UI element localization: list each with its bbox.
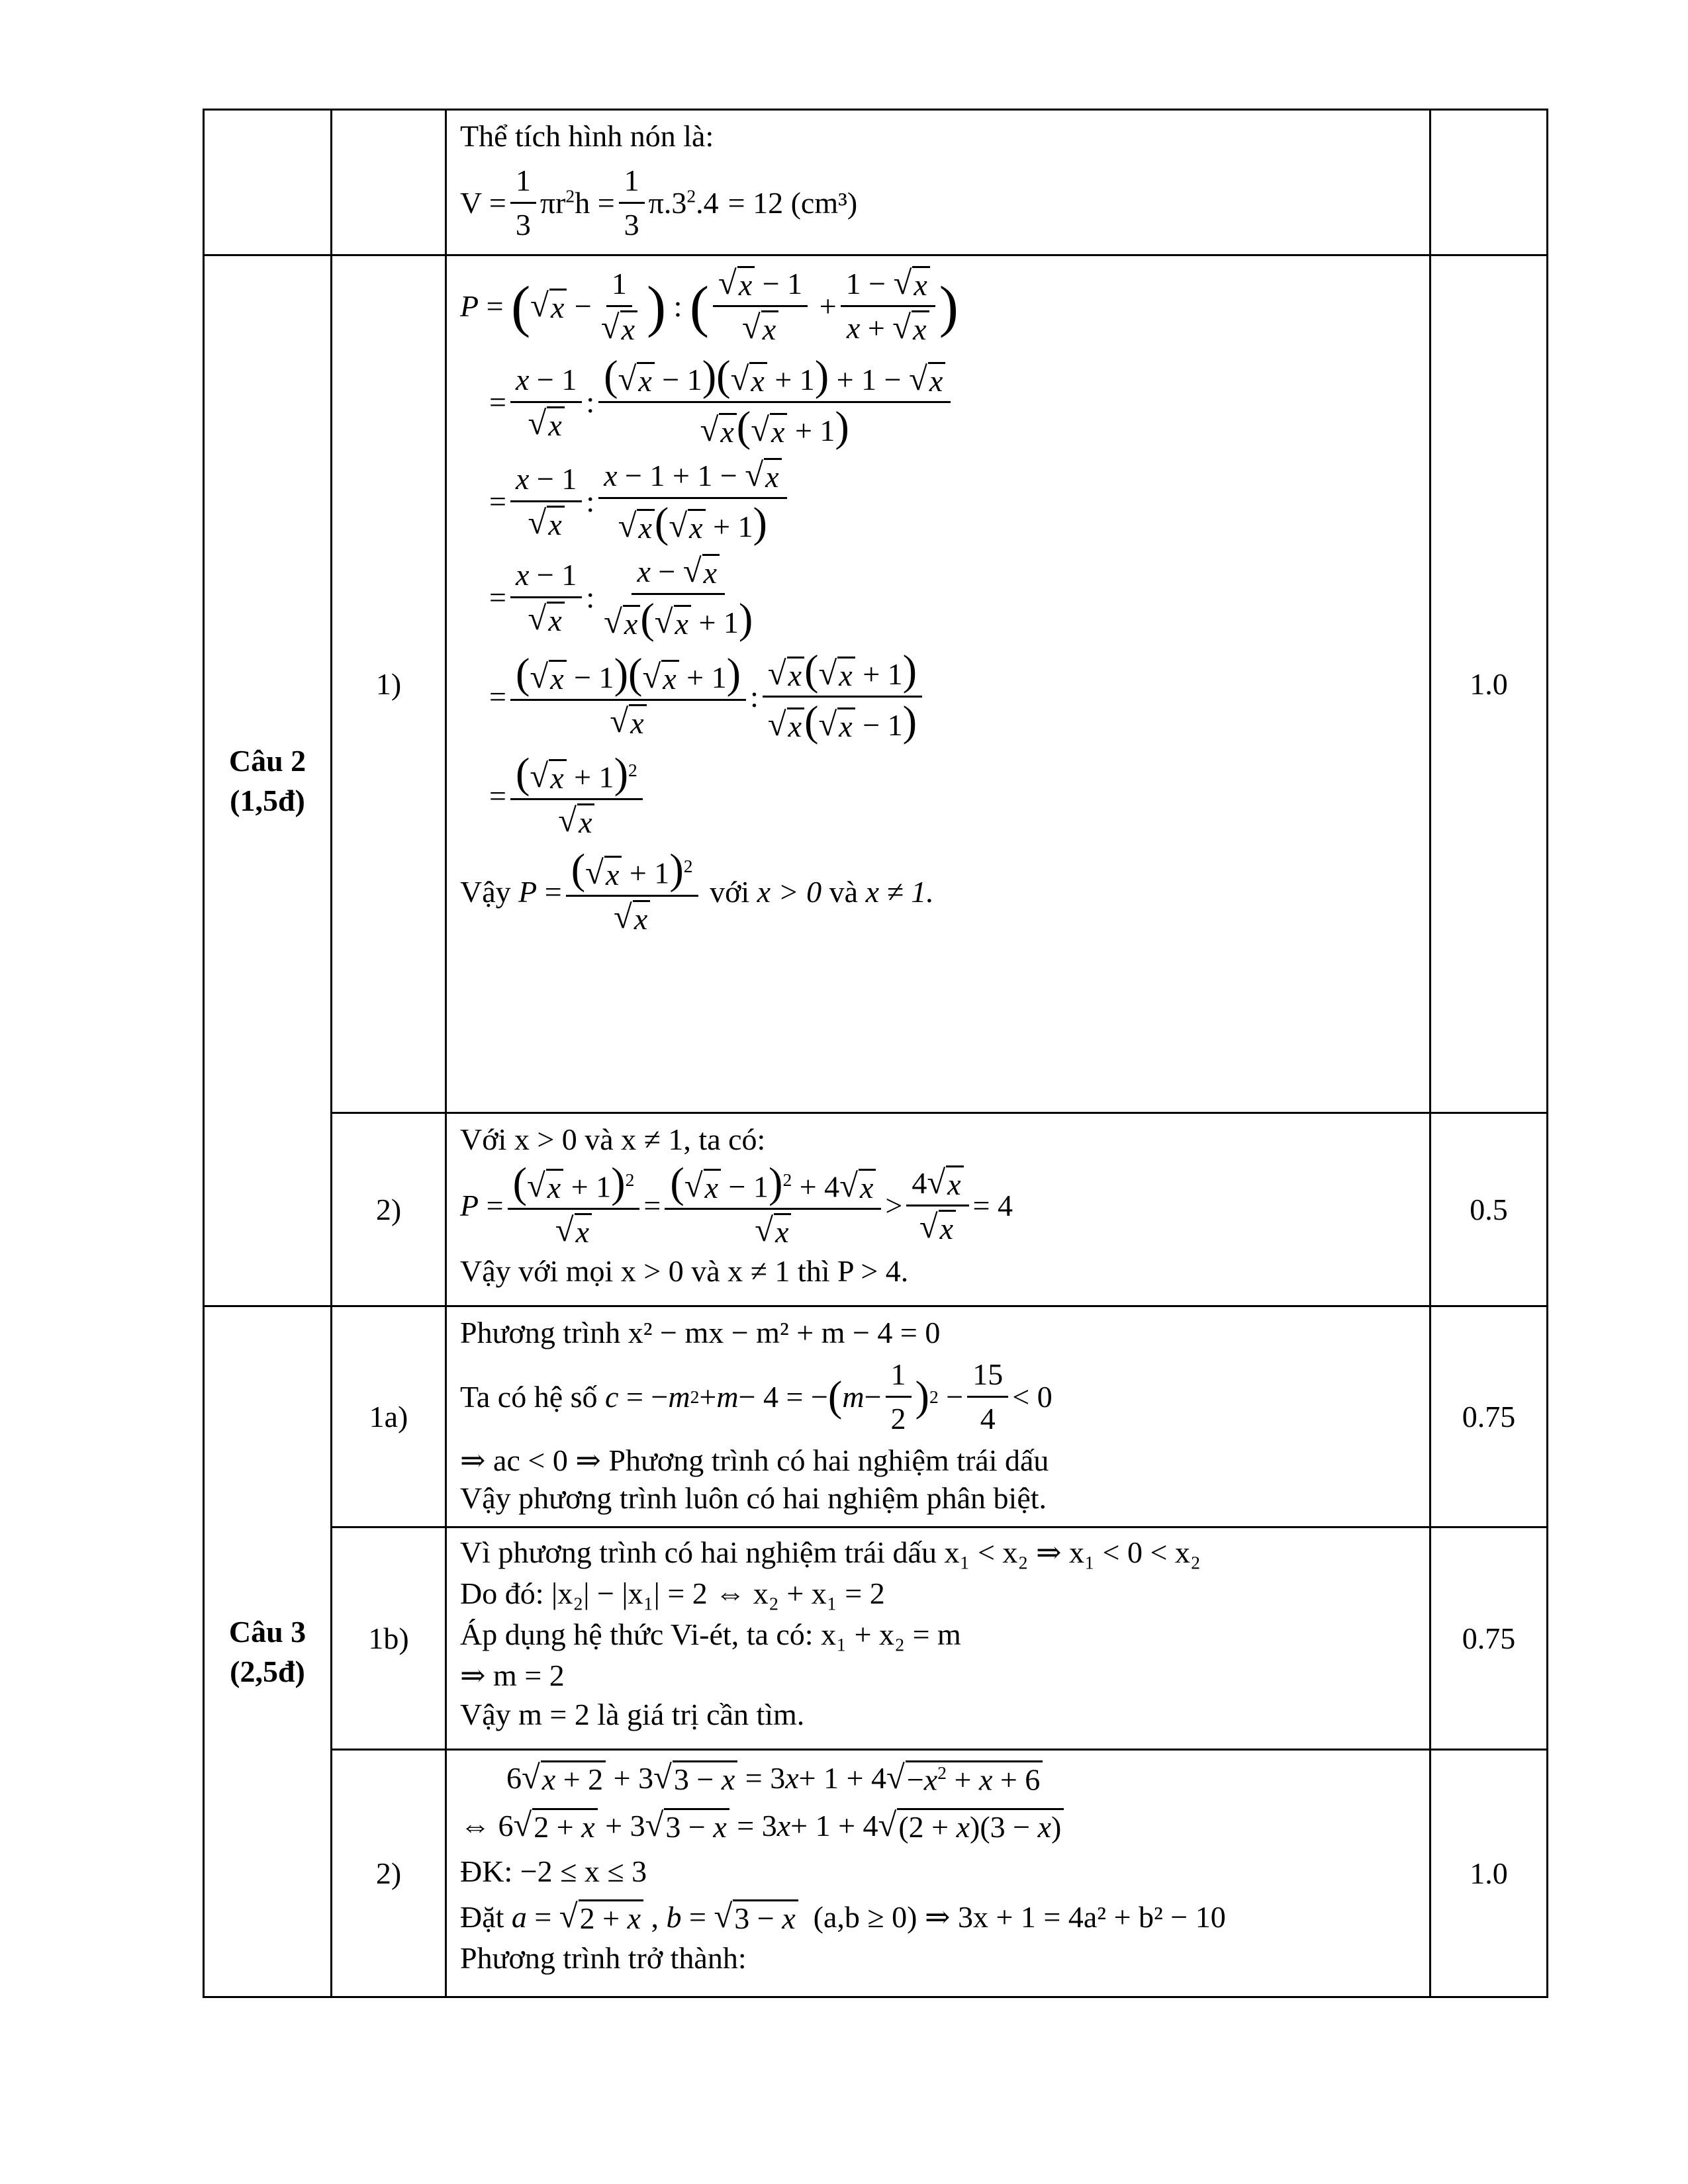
solution-cell bbox=[446, 1750, 1430, 1997]
p2-intro: Với x > 0 và x ≠ 1, ta có: bbox=[460, 1122, 766, 1156]
line-1: Vì phương trình có hai nghiệm trái dấu x₁ < x₂ ⇒ x₁ < 0 < x₂ bbox=[460, 1535, 1201, 1569]
equation-1: 6 √ x + 2 + 3 √ 3 − x = 3 x + 1 + 4 √ $-x^2 + x + 6$ bbox=[460, 1754, 1413, 1802]
line-5: Vậy m = 2 là giá trị cần tìm. bbox=[460, 1698, 805, 1731]
part-cell bbox=[332, 110, 446, 255]
score: 0.75 bbox=[1430, 1306, 1548, 1527]
condition-1: x > 0 bbox=[757, 875, 822, 909]
solution-cell bbox=[446, 110, 1430, 255]
table-row bbox=[204, 1306, 1548, 1527]
question-label: Câu 2 bbox=[228, 743, 306, 778]
question-points: (2,5đ) bbox=[230, 1654, 305, 1688]
solution-cell bbox=[446, 255, 1430, 1113]
cone-volume-label: Thể tích hình nón là: bbox=[460, 119, 714, 153]
part-label: 1) bbox=[332, 255, 446, 1113]
score: 1.0 bbox=[1430, 255, 1548, 1113]
p-definition: P = ( √ x − 1 √ x ) : ( √ x − 1 √ x + 1 − √ x x + √ x ) bbox=[460, 264, 959, 346]
step-3: = x − 1 √ x : x − √ x √ x ( √ x + 1) bbox=[489, 552, 753, 642]
part-label: 2) bbox=[332, 1113, 446, 1306]
score: 0.5 bbox=[1430, 1113, 1548, 1306]
table-row bbox=[204, 255, 1548, 1113]
cone-volume-formula: V = $\frac{1}{3}$ $\pi r^2h$ = $\frac{1}{3}$ $\pi.3^2.4$ = 12 (cm³) bbox=[460, 163, 858, 242]
solution-cell bbox=[446, 1306, 1430, 1527]
step-5: = ( √ x + 1)$^2$ √ x bbox=[460, 748, 1413, 844]
question-cell bbox=[204, 255, 332, 1306]
solution-cell bbox=[446, 1527, 1430, 1750]
line-4: ⇒ m = 2 bbox=[460, 1659, 565, 1692]
part-label: 1a) bbox=[332, 1306, 446, 1527]
part-label: 1b) bbox=[332, 1527, 446, 1750]
p2-inequality: P = ( √ x + 1)$^2$ √ x = ( √ x − 1)$^2$ + 4 √ x √ x > 4 √ x √ x = 4 bbox=[460, 1159, 1013, 1250]
p-conclusion: Vậy P = ( √ x + 1)$^2$ √ x với x > 0 và x ≠ 1. bbox=[460, 845, 934, 936]
solution-cell bbox=[446, 1113, 1430, 1306]
equation-2: ⇔ 6 √ 2 + x + 3 √ 3 − x = 3 x + 1 + 4 √ (2 + x)(3 − x) bbox=[460, 1802, 1413, 1850]
step-4: = ( √ x − 1)( √ x + 1) √ x : √ x ( √ x + 1) √ x ( √ x − 1) bbox=[460, 645, 1413, 748]
question-cell bbox=[204, 1306, 332, 1997]
score: 1.0 bbox=[1430, 1750, 1548, 1997]
table-row bbox=[204, 1527, 1548, 1750]
domain-condition: ĐK: −2 ≤ x ≤ 3 bbox=[460, 1854, 647, 1888]
line-2: Do đó: |x₂| − |x₁| = 2 ⇔ x₂ + x₁ = 2 bbox=[460, 1576, 885, 1610]
with-word: với bbox=[710, 875, 750, 909]
question-cell bbox=[204, 110, 332, 255]
table-row bbox=[204, 1113, 1548, 1306]
implies-line: ⇒ ac < 0 ⇒ Phương trình có hai nghiệm trái dấu bbox=[460, 1443, 1049, 1477]
table-row bbox=[204, 1750, 1548, 1997]
table-row bbox=[204, 110, 1548, 255]
score-cell bbox=[1430, 110, 1548, 255]
step-2: = x − 1 √ x : x − 1 + 1 − √ x √ x ( √ x + 1) bbox=[460, 453, 1413, 549]
condition-2: x ≠ 1. bbox=[865, 875, 934, 909]
coefficient-line: Ta có hệ số c = − m 2 + m − 4 = − ( m − $\frac{1}{2}$ ) 2 − $\frac{15}{4}$ < 0 bbox=[460, 1357, 1053, 1435]
conclusion-prefix: Vậy bbox=[460, 875, 511, 909]
substitution-tail: (a,b ≥ 0) ⇒ 3x + 1 = 4a² + b² − 10 bbox=[813, 1900, 1226, 1934]
score: 0.75 bbox=[1430, 1527, 1548, 1750]
p2-conclusion: Vậy với mọi x > 0 và x ≠ 1 thì P > 4. bbox=[460, 1254, 909, 1289]
coefficient-prefix: Ta có hệ số bbox=[460, 1380, 598, 1414]
cone-volume-result: = 12 (cm³) bbox=[727, 186, 858, 220]
answer-table bbox=[203, 109, 1548, 1998]
part-label: 2) bbox=[332, 1750, 446, 1997]
line-3: Áp dụng hệ thức Vi-ét, ta có: x₁ + x₂ = m bbox=[460, 1617, 961, 1651]
question-points: (1,5đ) bbox=[230, 783, 305, 817]
and-word: và bbox=[829, 875, 859, 909]
last-line: Phương trình trở thành: bbox=[460, 1941, 747, 1975]
answer-key-page bbox=[203, 109, 1516, 1998]
equation: Phương trình x² − mx − m² + m − 4 = 0 bbox=[460, 1316, 941, 1349]
set-prefix: Đặt bbox=[460, 1900, 504, 1934]
substitution: Đặt a = √ 2 + x , b = √ 3 − x (a,b ≥ 0) ⇒ 3x + 1 = 4a² + b² − 10 bbox=[460, 1893, 1413, 1941]
step-1: = x − 1 √ x : ( √ x − 1)( √ x + 1) + 1 − √ x √ x ( √ x + 1) bbox=[460, 351, 1413, 453]
question-label: Câu 3 bbox=[228, 1614, 306, 1649]
conclusion-line: Vậy phương trình luôn có hai nghiệm phân biệt. bbox=[460, 1481, 1047, 1515]
